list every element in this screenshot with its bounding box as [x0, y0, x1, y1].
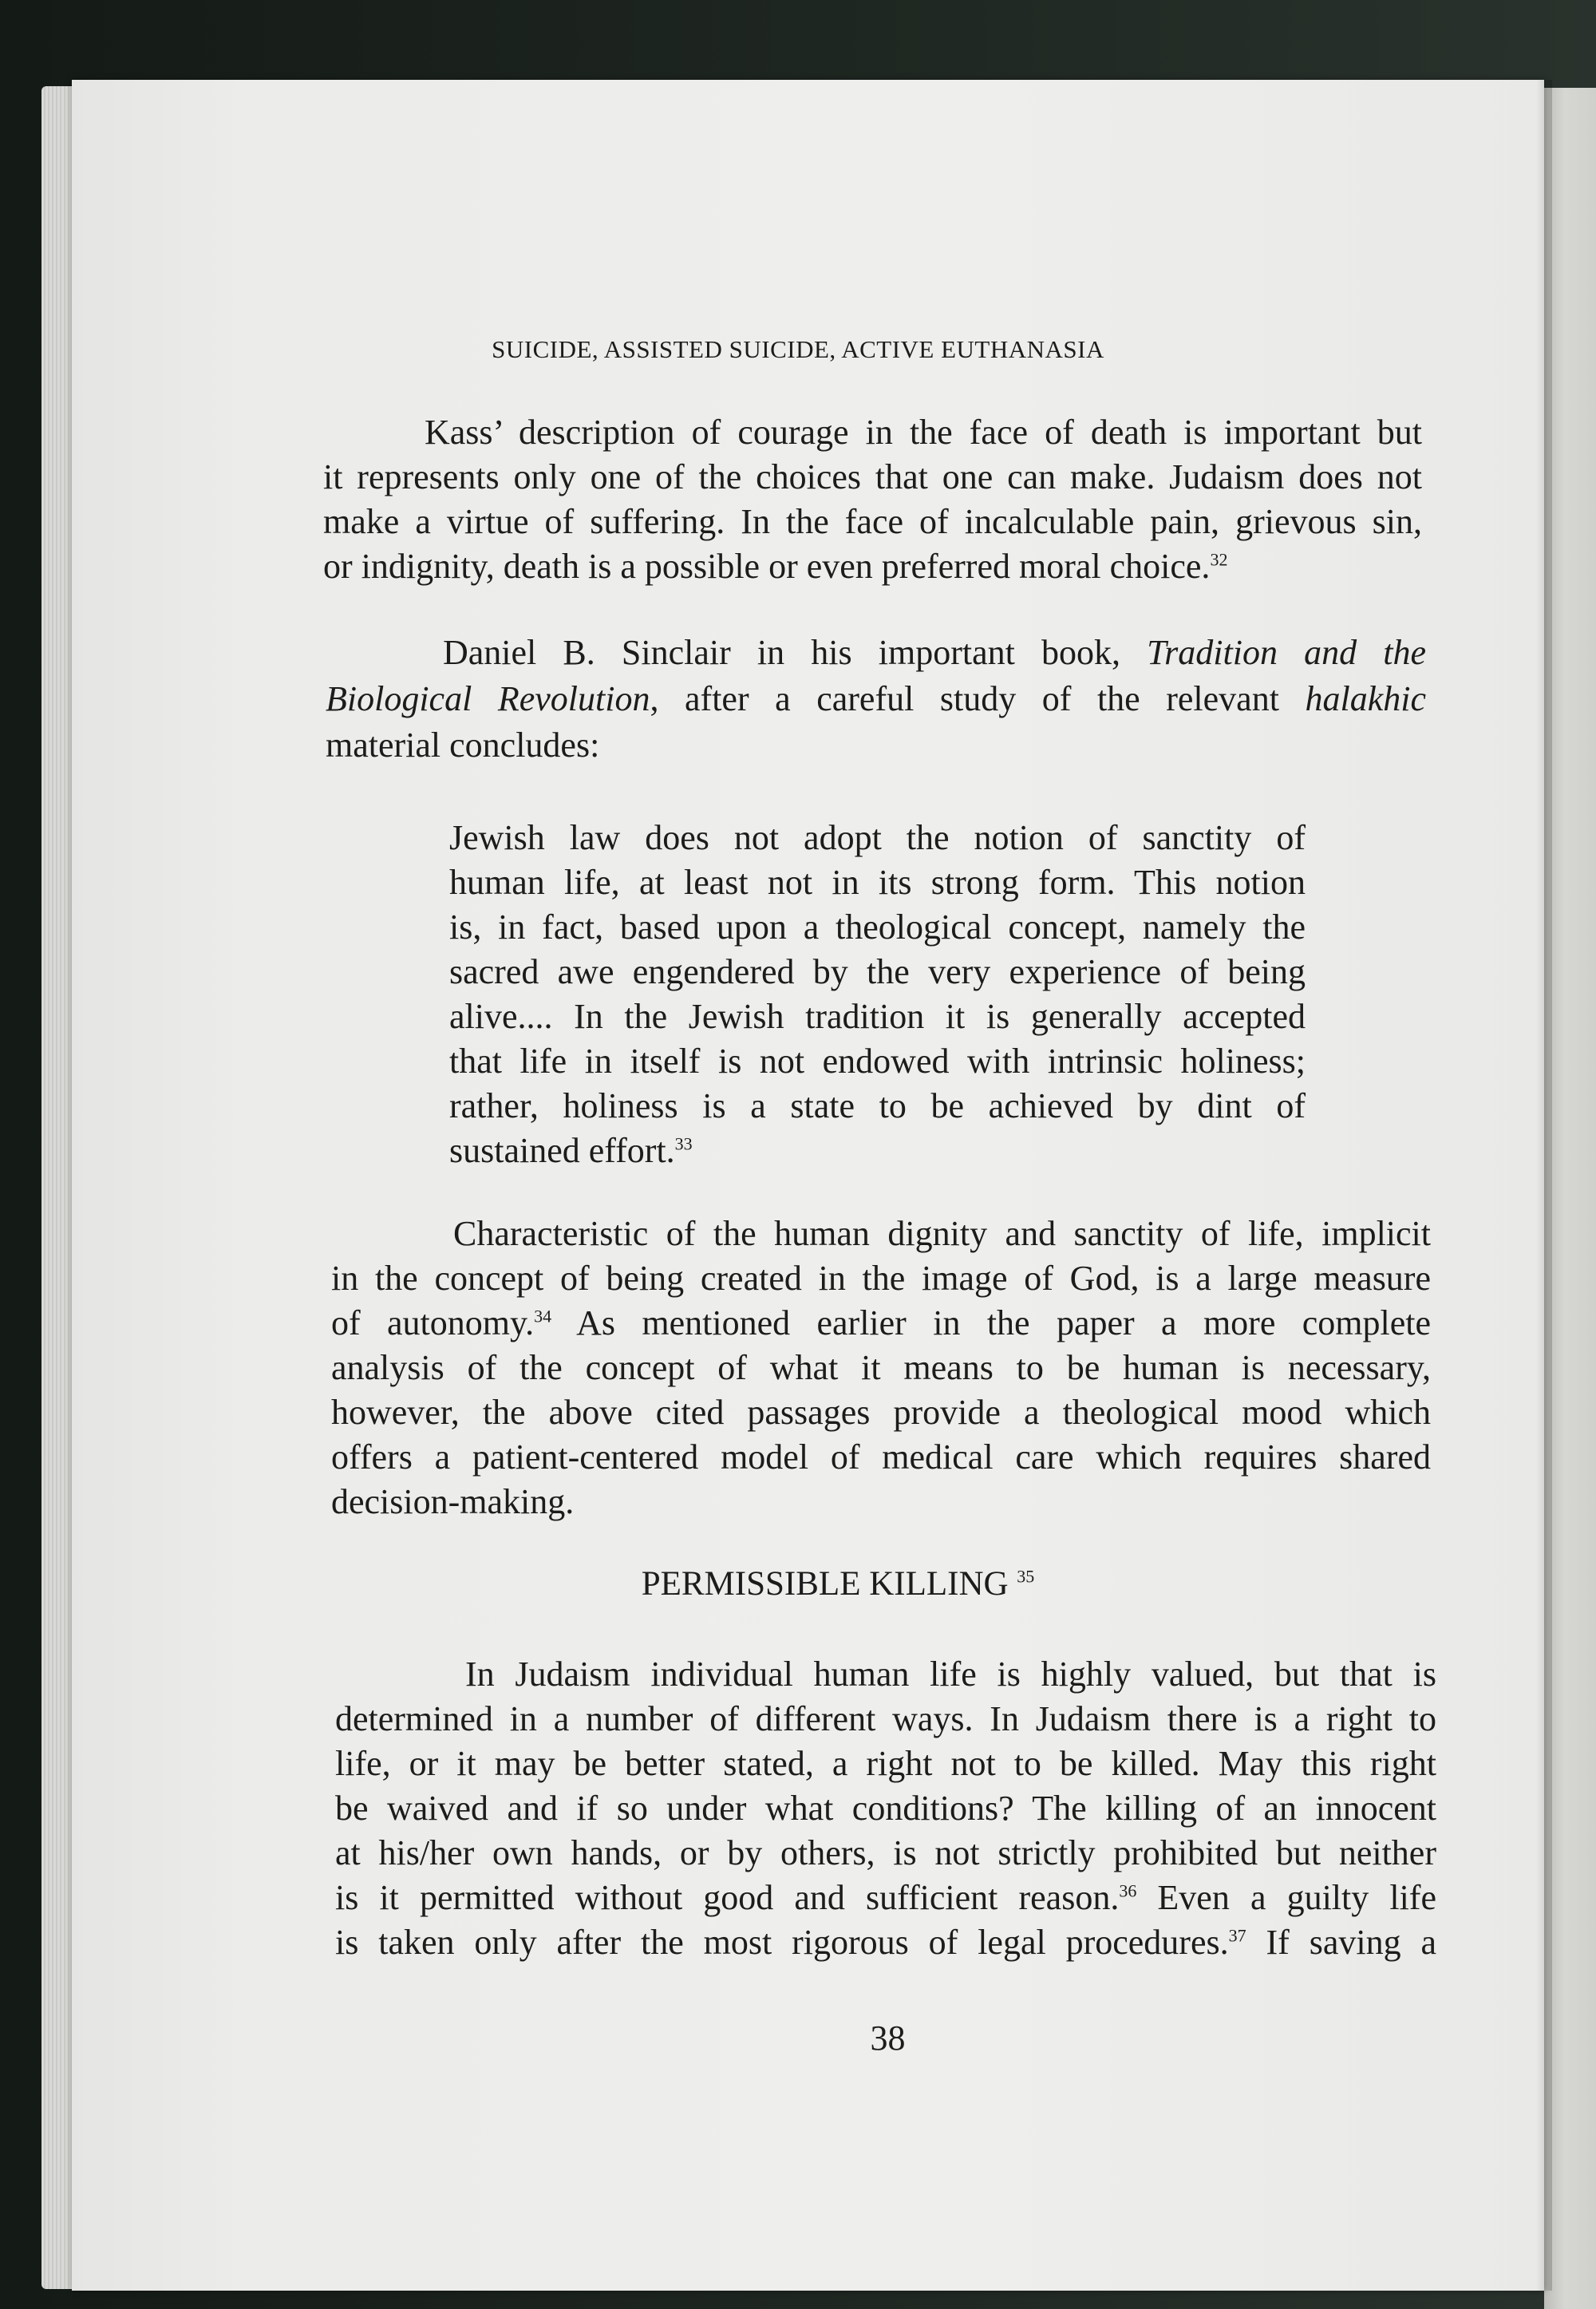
text-line: In Judaism individual human life is highly valued, but that is: [465, 1655, 1436, 1694]
text-line: however, the above cited passages provide a theological mood which: [331, 1393, 1431, 1432]
footnote-ref: 36: [1119, 1880, 1137, 1901]
text-line: it represents only one of the choices that one can make. Judaism does not: [323, 457, 1422, 496]
spine-shadow: [1536, 80, 1552, 2291]
text-line: be waived and if so under what conditions? The killing of an innocent: [335, 1789, 1436, 1828]
text-line: is it permitted without good and sufficient reason.$^{36}$ Even a guilty life: [335, 1878, 1436, 1917]
page-number: 38: [870, 2018, 906, 2058]
text-line: Characteristic of the human dignity and sanctity of life, implicit: [453, 1214, 1431, 1253]
text-line: make a virtue of suffering. In the face of incalculable pain, grievous sin,: [323, 502, 1422, 541]
footnote-ref: 37: [1228, 1925, 1246, 1946]
text-line: Biological Revolution, after a careful study of the relevant halakhic: [326, 679, 1426, 718]
quote-line: rather, holiness is a state to be achieved by dint of: [449, 1086, 1306, 1125]
footnote-ref: 32: [1210, 549, 1228, 570]
text-line: is taken only after the most rigorous of legal procedures.$^{37}$ If saving a: [335, 1923, 1436, 1962]
text-line: Daniel B. Sinclair in his important book, Tradition and the: [443, 633, 1426, 672]
book-title: Tradition and the: [1147, 633, 1426, 672]
term-halakhic: halakhic: [1305, 679, 1426, 718]
text-line: in the concept of being created in the image of God, is a large measure: [331, 1259, 1431, 1298]
quote-line: sacred awe engendered by the very experience of being: [449, 952, 1306, 991]
footnote-ref: 33: [674, 1133, 693, 1154]
text-line: analysis of the concept of what it means to be human is necessary,: [331, 1348, 1431, 1387]
text-line: material concludes:: [326, 726, 600, 765]
text-line: determined in a number of different ways. In Judaism there is a right to: [335, 1699, 1436, 1738]
quote-line: sustained effort.$^{33}$: [449, 1131, 693, 1170]
text-line: of autonomy.$^{34}$ As mentioned earlier in the paper a more complete: [331, 1303, 1431, 1342]
quote-line: human life, at least not in its strong form. This notion: [449, 863, 1306, 902]
text-line: Kass’ description of courage in the face of death is important but: [425, 413, 1422, 452]
quote-line: that life in itself is not endowed with intrinsic holiness;: [449, 1042, 1306, 1081]
text-line: or indignity, death is a possible or even preferred moral choice.$^{32}$: [323, 547, 1228, 586]
book-title: Biological Revolution: [326, 679, 650, 718]
section-heading: PERMISSIBLE KILLING $^{35}$: [641, 1565, 1035, 1603]
running-head: SUICIDE, ASSISTED SUICIDE, ACTIVE EUTHANASIA: [492, 335, 1104, 363]
quote-line: alive.... In the Jewish tradition it is generally accepted: [449, 997, 1306, 1036]
text-line: at his/her own hands, or by others, is not strictly prohibited but neither: [335, 1833, 1436, 1872]
footnote-ref: 34: [534, 1306, 552, 1326]
quote-line: is, in fact, based upon a theological concept, namely the: [449, 907, 1306, 947]
footnote-ref: 35: [1017, 1566, 1035, 1587]
quote-line: Jewish law does not adopt the notion of sanctity of: [449, 818, 1306, 857]
text-line: decision-making.: [331, 1482, 575, 1521]
text-line: life, or it may be better stated, a right not to be killed. May this right: [335, 1744, 1436, 1783]
text-line: offers a patient-centered model of medical care which requires shared: [331, 1437, 1431, 1477]
